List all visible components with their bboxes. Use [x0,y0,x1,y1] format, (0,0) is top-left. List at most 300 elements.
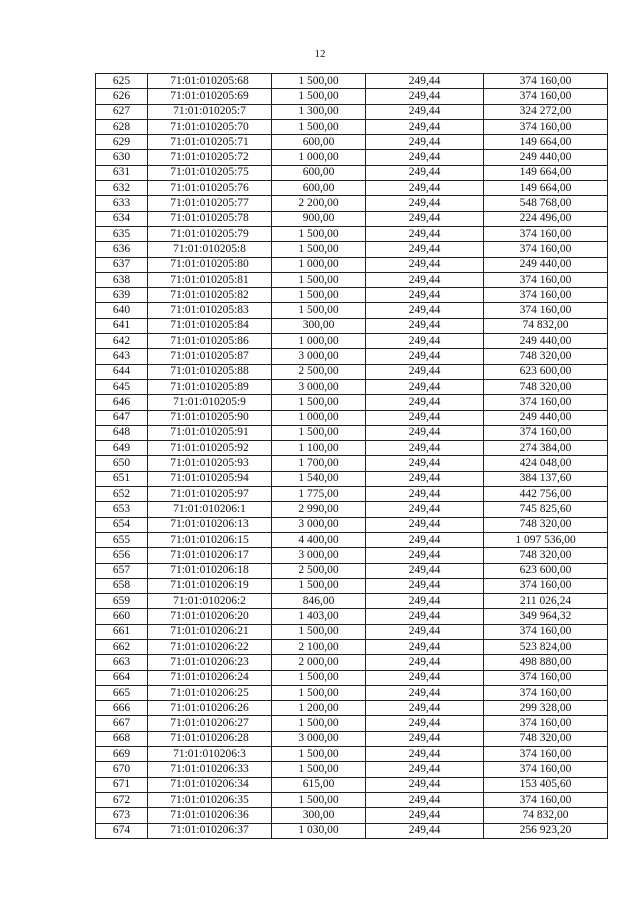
value-cell: 249 440,00 [484,334,608,349]
cadastral-number-cell: 71:01:010206:20 [148,609,272,624]
rate-cell: 249,44 [366,303,484,318]
rate-cell: 249,44 [366,823,484,838]
row-number-cell: 663 [96,655,148,670]
cadastral-number-cell: 71:01:010206:33 [148,762,272,777]
value-cell: 374 160,00 [484,226,608,241]
area-cell: 2 100,00 [272,639,366,654]
value-cell: 374 160,00 [484,74,608,89]
area-cell: 1 500,00 [272,747,366,762]
value-cell: 374 160,00 [484,89,608,104]
value-cell: 523 824,00 [484,639,608,654]
row-number-cell: 666 [96,701,148,716]
area-cell: 1 540,00 [272,471,366,486]
value-cell: 149 664,00 [484,165,608,180]
rate-cell: 249,44 [366,226,484,241]
area-cell: 1 500,00 [272,716,366,731]
area-cell: 1 500,00 [272,624,366,639]
value-cell: 74 832,00 [484,808,608,823]
value-cell: 324 272,00 [484,104,608,119]
rate-cell: 249,44 [366,563,484,578]
row-number-cell: 668 [96,731,148,746]
area-cell: 900,00 [272,211,366,226]
cadastral-number-cell: 71:01:010206:2 [148,594,272,609]
rate-cell: 249,44 [366,74,484,89]
value-cell: 748 320,00 [484,548,608,563]
row-number-cell: 629 [96,135,148,150]
cadastral-number-cell: 71:01:010206:22 [148,639,272,654]
area-cell: 1 500,00 [272,792,366,807]
rate-cell: 249,44 [366,425,484,440]
rate-cell: 249,44 [366,685,484,700]
cadastral-number-cell: 71:01:010206:37 [148,823,272,838]
row-number-cell: 654 [96,517,148,532]
table-row [96,471,608,486]
cadastral-number-cell: 71:01:010205:94 [148,471,272,486]
row-number-cell: 665 [96,685,148,700]
table-row [96,364,608,379]
value-cell: 374 160,00 [484,272,608,287]
value-cell: 249 440,00 [484,257,608,272]
table-row [96,517,608,532]
table-row [96,701,608,716]
value-cell: 623 600,00 [484,364,608,379]
rate-cell: 249,44 [366,257,484,272]
area-cell: 300,00 [272,318,366,333]
cadastral-number-cell: 71:01:010206:15 [148,532,272,547]
row-number-cell: 643 [96,349,148,364]
cadastral-number-cell: 71:01:010206:3 [148,747,272,762]
row-number-cell: 637 [96,257,148,272]
row-number-cell: 658 [96,578,148,593]
value-cell: 1 097 536,00 [484,532,608,547]
value-cell: 374 160,00 [484,242,608,257]
rate-cell: 249,44 [366,379,484,394]
table-row [96,578,608,593]
area-cell: 2 000,00 [272,655,366,670]
row-number-cell: 659 [96,594,148,609]
rate-cell: 249,44 [366,502,484,517]
table-row [96,639,608,654]
row-number-cell: 638 [96,272,148,287]
row-number-cell: 652 [96,487,148,502]
row-number-cell: 626 [96,89,148,104]
row-number-cell: 656 [96,548,148,563]
rate-cell: 249,44 [366,548,484,563]
area-cell: 1 775,00 [272,487,366,502]
value-cell: 374 160,00 [484,670,608,685]
table-row [96,165,608,180]
area-cell: 2 990,00 [272,502,366,517]
rate-cell: 249,44 [366,181,484,196]
area-cell: 600,00 [272,165,366,180]
rate-cell: 249,44 [366,762,484,777]
table-row [96,196,608,211]
area-cell: 1 500,00 [272,89,366,104]
row-number-cell: 627 [96,104,148,119]
table-row [96,303,608,318]
area-cell: 1 500,00 [272,425,366,440]
cadastral-number-cell: 71:01:010206:19 [148,578,272,593]
rate-cell: 249,44 [366,165,484,180]
area-cell: 1 500,00 [272,119,366,134]
value-cell: 374 160,00 [484,747,608,762]
value-cell: 374 160,00 [484,425,608,440]
area-cell: 1 500,00 [272,288,366,303]
value-cell: 374 160,00 [484,685,608,700]
table-row [96,594,608,609]
value-cell: 374 160,00 [484,792,608,807]
row-number-cell: 647 [96,410,148,425]
row-number-cell: 645 [96,379,148,394]
table-row [96,334,608,349]
table-row [96,119,608,134]
area-cell: 3 000,00 [272,379,366,394]
area-cell: 2 500,00 [272,563,366,578]
cadastral-number-cell: 71:01:010205:91 [148,425,272,440]
table-row [96,548,608,563]
table-row [96,318,608,333]
cadastral-number-cell: 71:01:010205:7 [148,104,272,119]
rate-cell: 249,44 [366,104,484,119]
rate-cell: 249,44 [366,349,484,364]
cadastral-number-cell: 71:01:010205:89 [148,379,272,394]
rate-cell: 249,44 [366,456,484,471]
area-cell: 1 000,00 [272,410,366,425]
row-number-cell: 642 [96,334,148,349]
area-cell: 1 700,00 [272,456,366,471]
value-cell: 548 768,00 [484,196,608,211]
cadastral-number-cell: 71:01:010205:76 [148,181,272,196]
rate-cell: 249,44 [366,89,484,104]
area-cell: 1 500,00 [272,578,366,593]
row-number-cell: 644 [96,364,148,379]
cadastral-number-cell: 71:01:010206:23 [148,655,272,670]
table-row [96,135,608,150]
value-cell: 374 160,00 [484,119,608,134]
cadastral-number-cell: 71:01:010206:34 [148,777,272,792]
area-cell: 846,00 [272,594,366,609]
cadastral-number-cell: 71:01:010205:9 [148,395,272,410]
table-row [96,655,608,670]
value-cell: 748 320,00 [484,731,608,746]
value-cell: 211 026,24 [484,594,608,609]
table-row [96,685,608,700]
value-cell: 249 440,00 [484,150,608,165]
table-row [96,792,608,807]
cadastral-number-cell: 71:01:010205:77 [148,196,272,211]
table-row [96,456,608,471]
value-cell: 374 160,00 [484,395,608,410]
table-row [96,257,608,272]
row-number-cell: 674 [96,823,148,838]
rate-cell: 249,44 [366,792,484,807]
table-row [96,226,608,241]
value-cell: 745 825,60 [484,502,608,517]
cadastral-number-cell: 71:01:010206:26 [148,701,272,716]
table-row [96,502,608,517]
value-cell: 374 160,00 [484,578,608,593]
area-cell: 1 500,00 [272,226,366,241]
row-number-cell: 648 [96,425,148,440]
cadastral-number-cell: 71:01:010206:13 [148,517,272,532]
value-cell: 153 405,60 [484,777,608,792]
cadastral-number-cell: 71:01:010206:27 [148,716,272,731]
cadastral-number-cell: 71:01:010205:84 [148,318,272,333]
value-cell: 374 160,00 [484,762,608,777]
cadastral-number-cell: 71:01:010206:18 [148,563,272,578]
area-cell: 1 000,00 [272,150,366,165]
value-cell: 374 160,00 [484,288,608,303]
rate-cell: 249,44 [366,119,484,134]
table-row [96,716,608,731]
value-cell: 74 832,00 [484,318,608,333]
page-number: 12 [314,48,326,60]
value-cell: 384 137,60 [484,471,608,486]
area-cell: 1 500,00 [272,670,366,685]
area-cell: 1 500,00 [272,395,366,410]
value-cell: 442 756,00 [484,487,608,502]
value-cell: 299 328,00 [484,701,608,716]
area-cell: 300,00 [272,808,366,823]
table-row [96,395,608,410]
rate-cell: 249,44 [366,364,484,379]
value-cell: 748 320,00 [484,349,608,364]
table-row [96,487,608,502]
table-row [96,425,608,440]
cadastral-number-cell: 71:01:010205:72 [148,150,272,165]
table-row [96,104,608,119]
area-cell: 1 500,00 [272,74,366,89]
row-number-cell: 651 [96,471,148,486]
area-cell: 1 100,00 [272,441,366,456]
rate-cell: 249,44 [366,410,484,425]
table-row [96,272,608,287]
table-row [96,242,608,257]
rate-cell: 249,44 [366,594,484,609]
table-row [96,624,608,639]
cadastral-number-cell: 71:01:010206:1 [148,502,272,517]
area-cell: 1 000,00 [272,257,366,272]
table-row [96,89,608,104]
table-row [96,532,608,547]
value-cell: 149 664,00 [484,135,608,150]
value-cell: 349 964,32 [484,609,608,624]
cadastral-number-cell: 71:01:010206:36 [148,808,272,823]
rate-cell: 249,44 [366,624,484,639]
row-number-cell: 655 [96,532,148,547]
rate-cell: 249,44 [366,578,484,593]
value-cell: 274 384,00 [484,441,608,456]
area-cell: 2 500,00 [272,364,366,379]
rate-cell: 249,44 [366,288,484,303]
row-number-cell: 660 [96,609,148,624]
area-cell: 2 200,00 [272,196,366,211]
cadastral-number-cell: 71:01:010205:68 [148,74,272,89]
table-row [96,379,608,394]
row-number-cell: 669 [96,747,148,762]
cadastral-number-cell: 71:01:010205:71 [148,135,272,150]
area-cell: 1 000,00 [272,334,366,349]
value-cell: 374 160,00 [484,303,608,318]
row-number-cell: 634 [96,211,148,226]
value-cell: 374 160,00 [484,624,608,639]
row-number-cell: 639 [96,288,148,303]
area-cell: 1 403,00 [272,609,366,624]
cadastral-number-cell: 71:01:010205:82 [148,288,272,303]
table-row [96,670,608,685]
row-number-cell: 640 [96,303,148,318]
cadastral-number-cell: 71:01:010205:86 [148,334,272,349]
cadastral-number-cell: 71:01:010205:69 [148,89,272,104]
row-number-cell: 662 [96,639,148,654]
registry-table [95,73,608,839]
row-number-cell: 625 [96,74,148,89]
value-cell: 748 320,00 [484,517,608,532]
registry-table-body [96,74,608,839]
cadastral-number-cell: 71:01:010206:21 [148,624,272,639]
rate-cell: 249,44 [366,716,484,731]
row-number-cell: 664 [96,670,148,685]
rate-cell: 249,44 [366,532,484,547]
row-number-cell: 628 [96,119,148,134]
cadastral-number-cell: 71:01:010205:79 [148,226,272,241]
cadastral-number-cell: 71:01:010205:8 [148,242,272,257]
row-number-cell: 649 [96,441,148,456]
cadastral-number-cell: 71:01:010206:28 [148,731,272,746]
row-number-cell: 633 [96,196,148,211]
row-number-cell: 671 [96,777,148,792]
rate-cell: 249,44 [366,471,484,486]
area-cell: 3 000,00 [272,548,366,563]
row-number-cell: 630 [96,150,148,165]
table-row [96,288,608,303]
rate-cell: 249,44 [366,196,484,211]
area-cell: 4 400,00 [272,532,366,547]
table-row [96,747,608,762]
row-number-cell: 646 [96,395,148,410]
row-number-cell: 672 [96,792,148,807]
rate-cell: 249,44 [366,670,484,685]
cadastral-number-cell: 71:01:010205:87 [148,349,272,364]
cadastral-number-cell: 71:01:010205:97 [148,487,272,502]
row-number-cell: 631 [96,165,148,180]
cadastral-number-cell: 71:01:010205:78 [148,211,272,226]
area-cell: 1 300,00 [272,104,366,119]
rate-cell: 249,44 [366,211,484,226]
row-number-cell: 657 [96,563,148,578]
row-number-cell: 673 [96,808,148,823]
cadastral-number-cell: 71:01:010206:17 [148,548,272,563]
value-cell: 498 880,00 [484,655,608,670]
rate-cell: 249,44 [366,487,484,502]
row-number-cell: 670 [96,762,148,777]
area-cell: 1 500,00 [272,762,366,777]
row-number-cell: 635 [96,226,148,241]
rate-cell: 249,44 [366,272,484,287]
rate-cell: 249,44 [366,242,484,257]
area-cell: 1 500,00 [272,272,366,287]
cadastral-number-cell: 71:01:010205:90 [148,410,272,425]
value-cell: 249 440,00 [484,410,608,425]
table-row [96,211,608,226]
table-row [96,731,608,746]
rate-cell: 249,44 [366,639,484,654]
table-row [96,563,608,578]
cadastral-number-cell: 71:01:010205:93 [148,456,272,471]
value-cell: 224 496,00 [484,211,608,226]
rate-cell: 249,44 [366,777,484,792]
rate-cell: 249,44 [366,655,484,670]
table-row [96,441,608,456]
value-cell: 748 320,00 [484,379,608,394]
table-row [96,808,608,823]
rate-cell: 249,44 [366,609,484,624]
cadastral-number-cell: 71:01:010205:75 [148,165,272,180]
rate-cell: 249,44 [366,808,484,823]
area-cell: 615,00 [272,777,366,792]
row-number-cell: 667 [96,716,148,731]
table-row [96,777,608,792]
cadastral-number-cell: 71:01:010206:35 [148,792,272,807]
row-number-cell: 653 [96,502,148,517]
value-cell: 424 048,00 [484,456,608,471]
rate-cell: 249,44 [366,517,484,532]
area-cell: 600,00 [272,135,366,150]
area-cell: 3 000,00 [272,731,366,746]
table-row [96,823,608,838]
cadastral-number-cell: 71:01:010205:88 [148,364,272,379]
table-row [96,609,608,624]
cadastral-number-cell: 71:01:010205:92 [148,441,272,456]
area-cell: 1 500,00 [272,242,366,257]
rate-cell: 249,44 [366,731,484,746]
rate-cell: 249,44 [366,395,484,410]
row-number-cell: 641 [96,318,148,333]
cadastral-number-cell: 71:01:010206:25 [148,685,272,700]
row-number-cell: 661 [96,624,148,639]
table-row [96,410,608,425]
rate-cell: 249,44 [366,135,484,150]
value-cell: 374 160,00 [484,716,608,731]
area-cell: 1 030,00 [272,823,366,838]
rate-cell: 249,44 [366,318,484,333]
value-cell: 623 600,00 [484,563,608,578]
rate-cell: 249,44 [366,150,484,165]
area-cell: 1 500,00 [272,685,366,700]
cadastral-number-cell: 71:01:010205:81 [148,272,272,287]
row-number-cell: 636 [96,242,148,257]
rate-cell: 249,44 [366,701,484,716]
value-cell: 256 923,20 [484,823,608,838]
table-row [96,74,608,89]
area-cell: 3 000,00 [272,517,366,532]
cadastral-number-cell: 71:01:010205:83 [148,303,272,318]
value-cell: 149 664,00 [484,181,608,196]
cadastral-number-cell: 71:01:010206:24 [148,670,272,685]
cadastral-number-cell: 71:01:010205:70 [148,119,272,134]
rate-cell: 249,44 [366,441,484,456]
table-row [96,150,608,165]
table-row [96,349,608,364]
rate-cell: 249,44 [366,747,484,762]
area-cell: 1 200,00 [272,701,366,716]
area-cell: 1 500,00 [272,303,366,318]
row-number-cell: 650 [96,456,148,471]
table-row [96,762,608,777]
table-row [96,181,608,196]
row-number-cell: 632 [96,181,148,196]
rate-cell: 249,44 [366,334,484,349]
